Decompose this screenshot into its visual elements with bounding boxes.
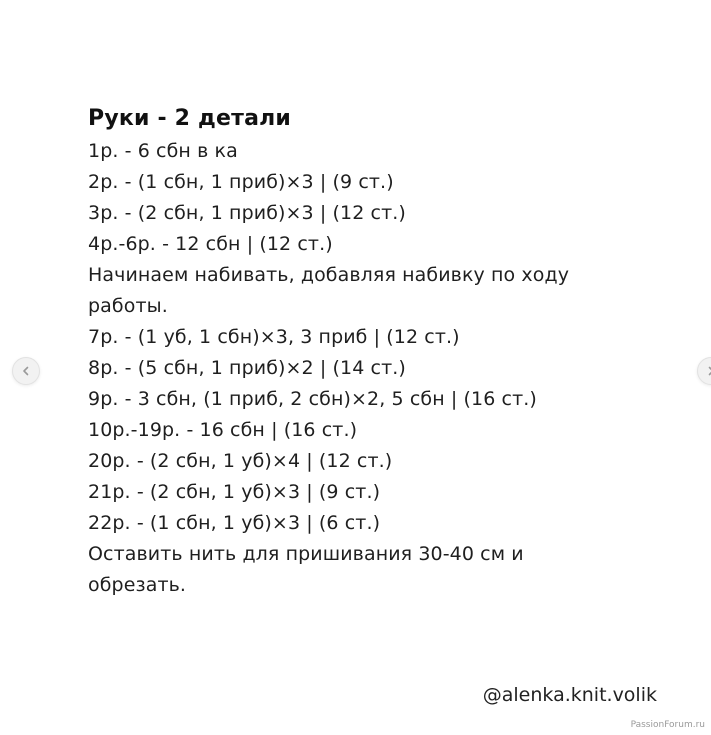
pattern-line: 22р. - (1 сбн, 1 уб)×3 | (6 ст.) xyxy=(88,512,381,534)
pattern-line: 10р.-19р. - 16 сбн | (16 ст.) xyxy=(88,419,358,441)
pattern-line: 2р. - (1 сбн, 1 приб)×3 | (9 ст.) xyxy=(88,171,394,193)
site-watermark: PassionForum.ru xyxy=(630,720,705,730)
chevron-right-icon xyxy=(706,366,711,376)
pattern-text xyxy=(88,104,688,601)
author-handle: @alenka.knit.volik xyxy=(482,684,657,706)
pattern-line: Оставить нить для пришивания 30-40 см и xyxy=(88,543,524,565)
pattern-line: 21р. - (2 сбн, 1 уб)×3 | (9 ст.) xyxy=(88,481,381,503)
pattern-title: Руки - 2 детали xyxy=(88,106,292,131)
chevron-left-icon xyxy=(21,366,31,376)
pattern-line: 9р. - 3 сбн, (1 приб, 2 сбн)×2, 5 сбн | (16 ст.) xyxy=(88,388,537,410)
pattern-line: работы. xyxy=(88,295,168,317)
next-slide-button[interactable] xyxy=(697,357,711,385)
pattern-line: 4р.-6р. - 12 сбн | (12 ст.) xyxy=(88,233,333,255)
pattern-line: 1р. - 6 сбн в ка xyxy=(88,140,238,162)
pattern-line: Начинаем набивать, добавляя набивку по ходу xyxy=(88,264,570,286)
pattern-line: обрезать. xyxy=(88,574,187,596)
pattern-line: 20р. - (2 сбн, 1 уб)×4 | (12 ст.) xyxy=(88,450,393,472)
pattern-line: 8р. - (5 сбн, 1 приб)×2 | (14 ст.) xyxy=(88,357,406,379)
pattern-line: 3р. - (2 сбн, 1 приб)×3 | (12 ст.) xyxy=(88,202,406,224)
pattern-line: 7р. - (1 уб, 1 сбн)×3, 3 приб | (12 ст.) xyxy=(88,326,460,348)
prev-slide-button[interactable] xyxy=(12,357,40,385)
